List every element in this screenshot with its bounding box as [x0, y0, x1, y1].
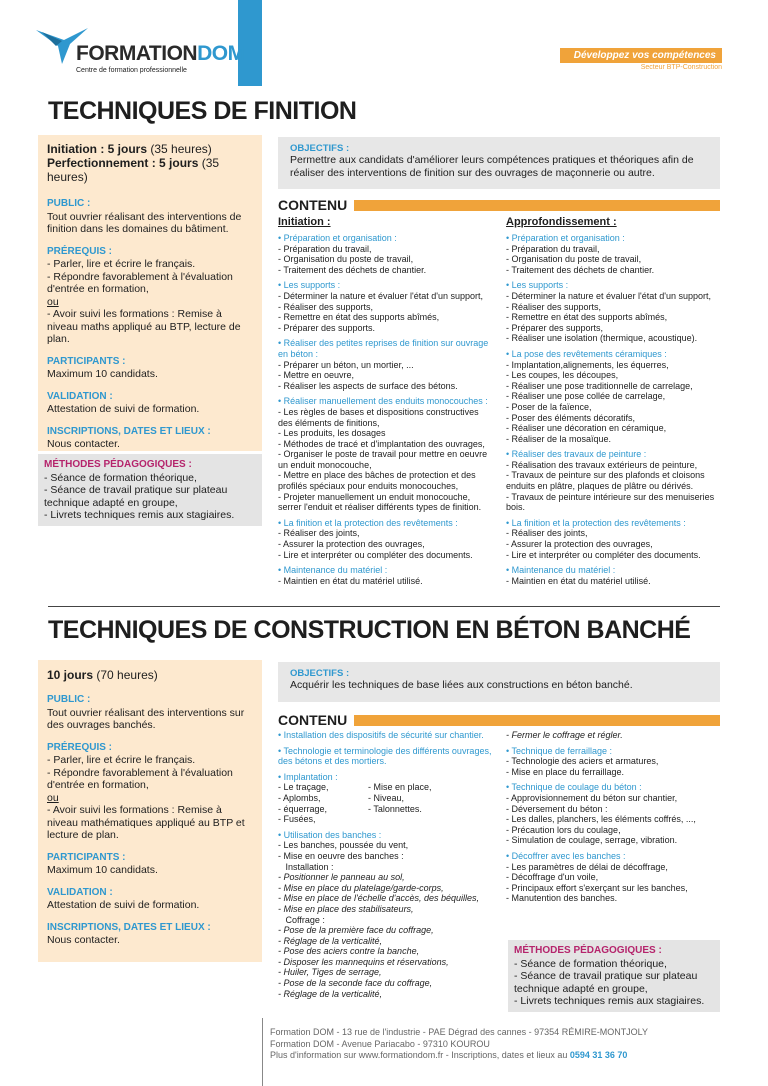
- topic-heading: • Utilisation des banches :: [278, 829, 382, 840]
- topic-line: - Assurer la protection des ouvrages,: [278, 539, 425, 550]
- info-block-finition: [47, 142, 253, 451]
- prereq-heading: PRÉREQUIS :: [47, 741, 113, 753]
- methods-box-beton: [508, 940, 720, 1012]
- topic-line: - Réaliser des supports,: [278, 301, 374, 312]
- prereq-2: - Répondre favorablement à l'évaluation d'entrée en formation,: [47, 766, 233, 791]
- topic-line: - Technologie des aciers et armatures,: [506, 756, 659, 767]
- topic-line: - Réaliser une pose collée de carrelage,: [506, 391, 666, 402]
- banches-line: - Pose de la seconde face du coffrage,: [278, 978, 433, 989]
- topic-heading: • Implantation :: [278, 771, 338, 782]
- prereq-3: - Avoir suivi les formations : Remise à niveau maths appliqué au BTP, lecture de plan.: [47, 308, 241, 345]
- list-line: - équerrage,: [278, 803, 328, 814]
- footer-phone[interactable]: 0594 31 36 70: [569, 1050, 628, 1060]
- banches-list: [278, 840, 496, 999]
- method-2: - Séance de travail pratique sur plateau technique adapté en groupe,: [44, 484, 228, 509]
- list-line: - Talonnettes.: [368, 803, 422, 814]
- topic-line: - Travaux de peinture sur des plafonds et cloisons enduits en plâtre, plaques de plâtre ou dérivés.: [506, 470, 705, 492]
- topic-list: [278, 233, 494, 586]
- footer-info: Plus d'information sur www.formationdom.fr - Inscriptions, dates et lieux au 0594 31 36 70: [270, 1050, 628, 1060]
- implantation-col-a: [278, 782, 368, 824]
- brand-name: FORMATIONDOM: [76, 42, 245, 65]
- topic-line: - Maintien en état du matériel utilisé.: [278, 575, 423, 586]
- validation-text: Attestation de suivi de formation.: [47, 403, 200, 415]
- topic-line: - Préparer un béton, un mortier, ...: [278, 359, 414, 370]
- topic-line: - Préparation du travail,: [506, 243, 600, 254]
- topic-line: - Principaux effort s'exerçant sur les banches,: [506, 882, 688, 893]
- prereq-2: - Répondre favorablement à l'évaluation d'entrée en formation,: [47, 270, 233, 295]
- content-col-approfondissement: [506, 216, 724, 586]
- col-title: Initiation :: [278, 216, 331, 228]
- topic-line: - Réaliser une isolation (thermique, acoustique).: [506, 333, 698, 344]
- objectives-text: Permettre aux candidats d'améliorer leurs compétences pratiques et théoriques afin de réaliser des interventions de finition sur des ouvrages de maçonnerie ou autre.: [290, 154, 694, 179]
- banches-line: - Disposer les mannequins et réservations,: [278, 956, 449, 967]
- footer: [270, 1027, 648, 1062]
- info-block-beton: [47, 668, 253, 947]
- footer-divider: [262, 1018, 263, 1086]
- footer-address-2: Formation DOM - Avenue Pariacabo - 97310 KOUROU: [270, 1038, 490, 1049]
- prereq-1: - Parler, lire et écrire le français.: [47, 258, 196, 270]
- banches-line: - Pose des aciers contre la banche,: [278, 946, 420, 957]
- topic-line: - Les paramètres de délai de décoffrage,: [506, 861, 668, 872]
- topic-line: - Précaution lors du coulage,: [506, 824, 621, 835]
- public-text: Tout ouvrier réalisant des interventions sur des ouvrages banchés.: [47, 706, 245, 731]
- implantation-col-b: [368, 782, 432, 824]
- topic-line: - Assurer la protection des ouvrages,: [506, 539, 653, 550]
- participants-text: Maximum 10 candidats.: [47, 864, 158, 876]
- prereq-3: - Avoir suivi les formations : Remise à niveau mathématiques appliqué au BTP et lecture de plan.: [47, 804, 245, 841]
- topic-line: - Les dalles, planchers, les éléments coffrés, ...,: [506, 814, 696, 825]
- topic-line: - Approvisionnement du béton sur chantier,: [506, 792, 678, 803]
- topic-heading: • La pose des revêtements céramiques :: [506, 348, 667, 359]
- topic-heading: • Décoffrer avec les banches :: [506, 850, 626, 861]
- banches-line: - Mise en place des stabilisateurs,: [278, 903, 414, 914]
- objectives-box-finition: [278, 137, 720, 189]
- objectives-heading: OBJECTIFS :: [290, 668, 350, 679]
- participants-text: Maximum 10 candidats.: [47, 368, 158, 380]
- topic-line: - Réaliser des joints,: [506, 528, 588, 539]
- section-title-finition: TECHNIQUES DE FINITION: [48, 97, 357, 125]
- content-col-beton-a: [278, 730, 496, 999]
- topic-heading: • Préparation et organisation :: [506, 233, 625, 243]
- public-heading: PUBLIC :: [47, 694, 91, 705]
- contenu-bar: [354, 200, 720, 211]
- content-col-initiation: [278, 216, 494, 586]
- col-title: Approfondissement :: [506, 216, 617, 228]
- topic-line: - Les règles de bases et dispositions constructives des éléments de finitions,: [278, 406, 479, 428]
- topic-line: - Réaliser des joints,: [278, 528, 360, 539]
- methods-heading: MÉTHODES PÉDAGOGIQUES :: [514, 945, 662, 956]
- banches-line: - Huiler, Tiges de serrage,: [278, 967, 382, 978]
- brand-subtitle: Centre de formation professionnelle: [76, 67, 187, 74]
- prereq-or: ou: [47, 791, 59, 804]
- inscriptions-text: Nous contacter.: [47, 438, 120, 450]
- topic-line: - Mettre en oeuvre,: [278, 370, 355, 381]
- topic-line: - Poser des éléments décoratifs,: [506, 412, 636, 423]
- prereq-heading: PRÉREQUIS :: [47, 245, 113, 257]
- topic-line: - Méthodes de tracé et d'implantation des ouvrages,: [278, 438, 485, 449]
- inscriptions-text: Nous contacter.: [47, 934, 120, 946]
- banches-line: - Mise en place du platelage/garde-corps,: [278, 882, 444, 893]
- prereq-or: ou: [47, 295, 59, 308]
- duration-initiation: Initiation : 5 jours (35 heures): [47, 142, 212, 156]
- public-text: Tout ouvrier réalisant des interventions de finition dans les domaines du bâtiment.: [47, 210, 242, 235]
- topic-heading: • Maintenance du matériel :: [506, 565, 616, 576]
- topic-heading: • Réaliser manuellement des enduits monocouches :: [278, 396, 488, 407]
- contenu-heading: CONTENU: [278, 712, 348, 728]
- list-line: - Le traçage,: [278, 782, 329, 793]
- method-1: - Séance de formation théorique,: [44, 471, 197, 484]
- topic-line: - Réaliser les aspects de surface des bétons.: [278, 380, 458, 391]
- topic-heading: • Réaliser des travaux de peinture :: [506, 449, 647, 460]
- topic-line: - Réaliser une pose traditionnelle de carrelage,: [506, 380, 693, 391]
- topic-line: - Les produits, les dosages: [278, 428, 386, 439]
- banches-line: - Mise en place de l'échelle d'accès, des béquilles,: [278, 893, 480, 904]
- duration-perfectionnement: Perfectionnement : 5 jours (35 heures): [47, 156, 220, 184]
- objectives-text: Acquérir les techniques de base liées aux constructions en béton banché.: [290, 679, 633, 691]
- contenu-heading: CONTENU: [278, 197, 348, 213]
- validation-heading: VALIDATION :: [47, 390, 113, 402]
- topic-line: - Manutention des banches.: [506, 893, 618, 904]
- topic-line: - Maintien en état du matériel utilisé.: [506, 575, 651, 586]
- topic-list: [506, 233, 724, 586]
- topic-line: - Simulation de coulage, serrage, vibration.: [506, 835, 678, 846]
- topic-line: - Préparation du travail,: [278, 243, 372, 254]
- topic-line: - Organiser le poste de travail pour mettre en oeuvre un enduit monocouche,: [278, 449, 488, 470]
- banches-line: Installation :: [278, 861, 334, 872]
- topic-line: - Traitement des déchets de chantier.: [506, 264, 655, 275]
- topic-line: - Réalisation des travaux extérieurs de peinture,: [506, 459, 698, 470]
- topic-heading: • Les supports :: [278, 280, 341, 291]
- list-line: - Niveau,: [368, 792, 405, 803]
- method-2: - Séance de travail pratique sur plateau technique adapté en groupe,: [514, 970, 698, 995]
- topic-line: - Réaliser de la mosaïque.: [506, 433, 612, 444]
- banches-line: - Positionner le panneau au sol,: [278, 872, 405, 883]
- topic-list: [506, 746, 724, 904]
- topic-line: - Poser de la faïence,: [506, 401, 592, 412]
- prereq-1: - Parler, lire et écrire le français.: [47, 754, 196, 766]
- topic-heading: • Technique de coulage du béton :: [506, 782, 642, 793]
- topic-line: - Déversement du béton :: [506, 803, 608, 814]
- topic-line: - Organisation du poste de travail,: [278, 254, 414, 265]
- topic-line: - Préparer des supports,: [506, 322, 604, 333]
- topic-line: - Organisation du poste de travail,: [506, 254, 642, 265]
- topic-line: - Préparer des supports.: [278, 322, 376, 333]
- validation-heading: VALIDATION :: [47, 886, 113, 898]
- topic-line: - Mettre en place des bâches de protection et des profilés spéciaux pour enduits monocouches,: [278, 470, 476, 492]
- objectives-heading: OBJECTIFS :: [290, 143, 350, 154]
- topic-line: - Mise en place du ferraillage.: [506, 766, 625, 777]
- topic-line: - Lire et interpréter ou compléter des documents.: [278, 549, 473, 560]
- section-title-beton: TECHNIQUES DE CONSTRUCTION EN BÉTON BANCHÉ: [48, 616, 691, 644]
- topic-line: - Décoffrage d'un voile,: [506, 872, 599, 883]
- topic-line: - Déterminer la nature et évaluer l'état d'un support,: [278, 290, 484, 301]
- inscriptions-heading: INSCRIPTIONS, DATES ET LIEUX :: [47, 425, 211, 437]
- banches-line: - Pose de la première face du coffrage,: [278, 925, 434, 936]
- list-line: - Mise en place,: [368, 782, 432, 793]
- sector-label: Secteur BTP-Construction: [640, 64, 722, 71]
- topic-line: - Lire et interpréter ou compléter des documents.: [506, 549, 701, 560]
- topic-heading: • La finition et la protection des revêtements :: [278, 517, 458, 528]
- topic-heading: • Technologie et terminologie des différents ouvrages, des bétons et des mortiers.: [278, 745, 492, 767]
- participants-heading: PARTICIPANTS :: [47, 851, 126, 863]
- topic-heading: • Installation des dispositifs de sécurité sur chantier.: [278, 730, 484, 740]
- method-3: - Livrets techniques remis aux stagiaires.: [514, 995, 705, 1007]
- banches-line: - Mise en oeuvre des banches :: [278, 850, 404, 861]
- banches-line: - Réglage de la verticalité,: [278, 988, 383, 999]
- footer-address-1: Formation DOM - 13 rue de l'industrie - PAE Dégrad des cannes - 97354 RÉMIRE-MONTJOLY: [270, 1027, 649, 1037]
- methods-heading: MÉTHODES PÉDAGOGIQUES :: [44, 459, 192, 470]
- topic-line: - Implantation,alignements, les équerres,: [506, 359, 669, 370]
- topic-line: - Fermer le coffrage et régler.: [506, 730, 623, 740]
- public-heading: PUBLIC :: [47, 198, 91, 209]
- topic-line: - Les coupes, les découpes,: [506, 370, 619, 381]
- topic-heading: • Réaliser des petites reprises de finition sur ouvrage en béton :: [278, 338, 489, 359]
- topic-heading: • Les supports :: [506, 280, 569, 291]
- list-line: - Aplombs,: [278, 792, 321, 803]
- topic-line: - Remettre en état des supports abîmés,: [506, 312, 668, 323]
- topic-heading: • Maintenance du matériel :: [278, 565, 388, 576]
- section-divider: [48, 606, 720, 607]
- list-line: - Fusées,: [278, 814, 316, 825]
- content-col-beton-b: [506, 730, 724, 904]
- topic-line: - Remettre en état des supports abîmés,: [278, 312, 440, 323]
- duration-beton: 10 jours (70 heures): [47, 668, 158, 682]
- topic-line: - Réaliser une décoration en céramique,: [506, 423, 667, 434]
- method-1: - Séance de formation théorique,: [514, 957, 667, 970]
- objectives-box-beton: [278, 662, 720, 702]
- method-3: - Livrets techniques remis aux stagiaires.: [44, 509, 235, 521]
- topic-line: - Réaliser des supports,: [506, 301, 602, 312]
- topic-line: - Travaux de peinture intérieure sur des menuiseries bois.: [506, 491, 715, 513]
- banches-line: - Les banches, poussée du vent,: [278, 840, 409, 851]
- topic-heading: • Technique de ferraillage :: [506, 745, 613, 756]
- validation-text: Attestation de suivi de formation.: [47, 899, 200, 911]
- methods-box-finition: [38, 454, 262, 526]
- implantation-list: [278, 782, 496, 824]
- banches-line: Coffrage :: [278, 914, 325, 925]
- banches-line: - Réglage de la verticalité,: [278, 935, 383, 946]
- contenu-bar: [354, 715, 720, 726]
- topic-heading: • La finition et la protection des revêtements :: [506, 517, 686, 528]
- topic-heading: • Préparation et organisation :: [278, 233, 397, 243]
- inscriptions-heading: INSCRIPTIONS, DATES ET LIEUX :: [47, 921, 211, 933]
- topic-line: - Projeter manuellement un enduit monocouche, serrer l'enduit et réaliser différents types de finition.: [278, 491, 482, 513]
- topic-line: - Déterminer la nature et évaluer l'état d'un support,: [506, 290, 712, 301]
- topic-line: - Traitement des déchets de chantier.: [278, 264, 427, 275]
- tagline-banner: Développez vos compétences: [560, 48, 722, 63]
- participants-heading: PARTICIPANTS :: [47, 355, 126, 367]
